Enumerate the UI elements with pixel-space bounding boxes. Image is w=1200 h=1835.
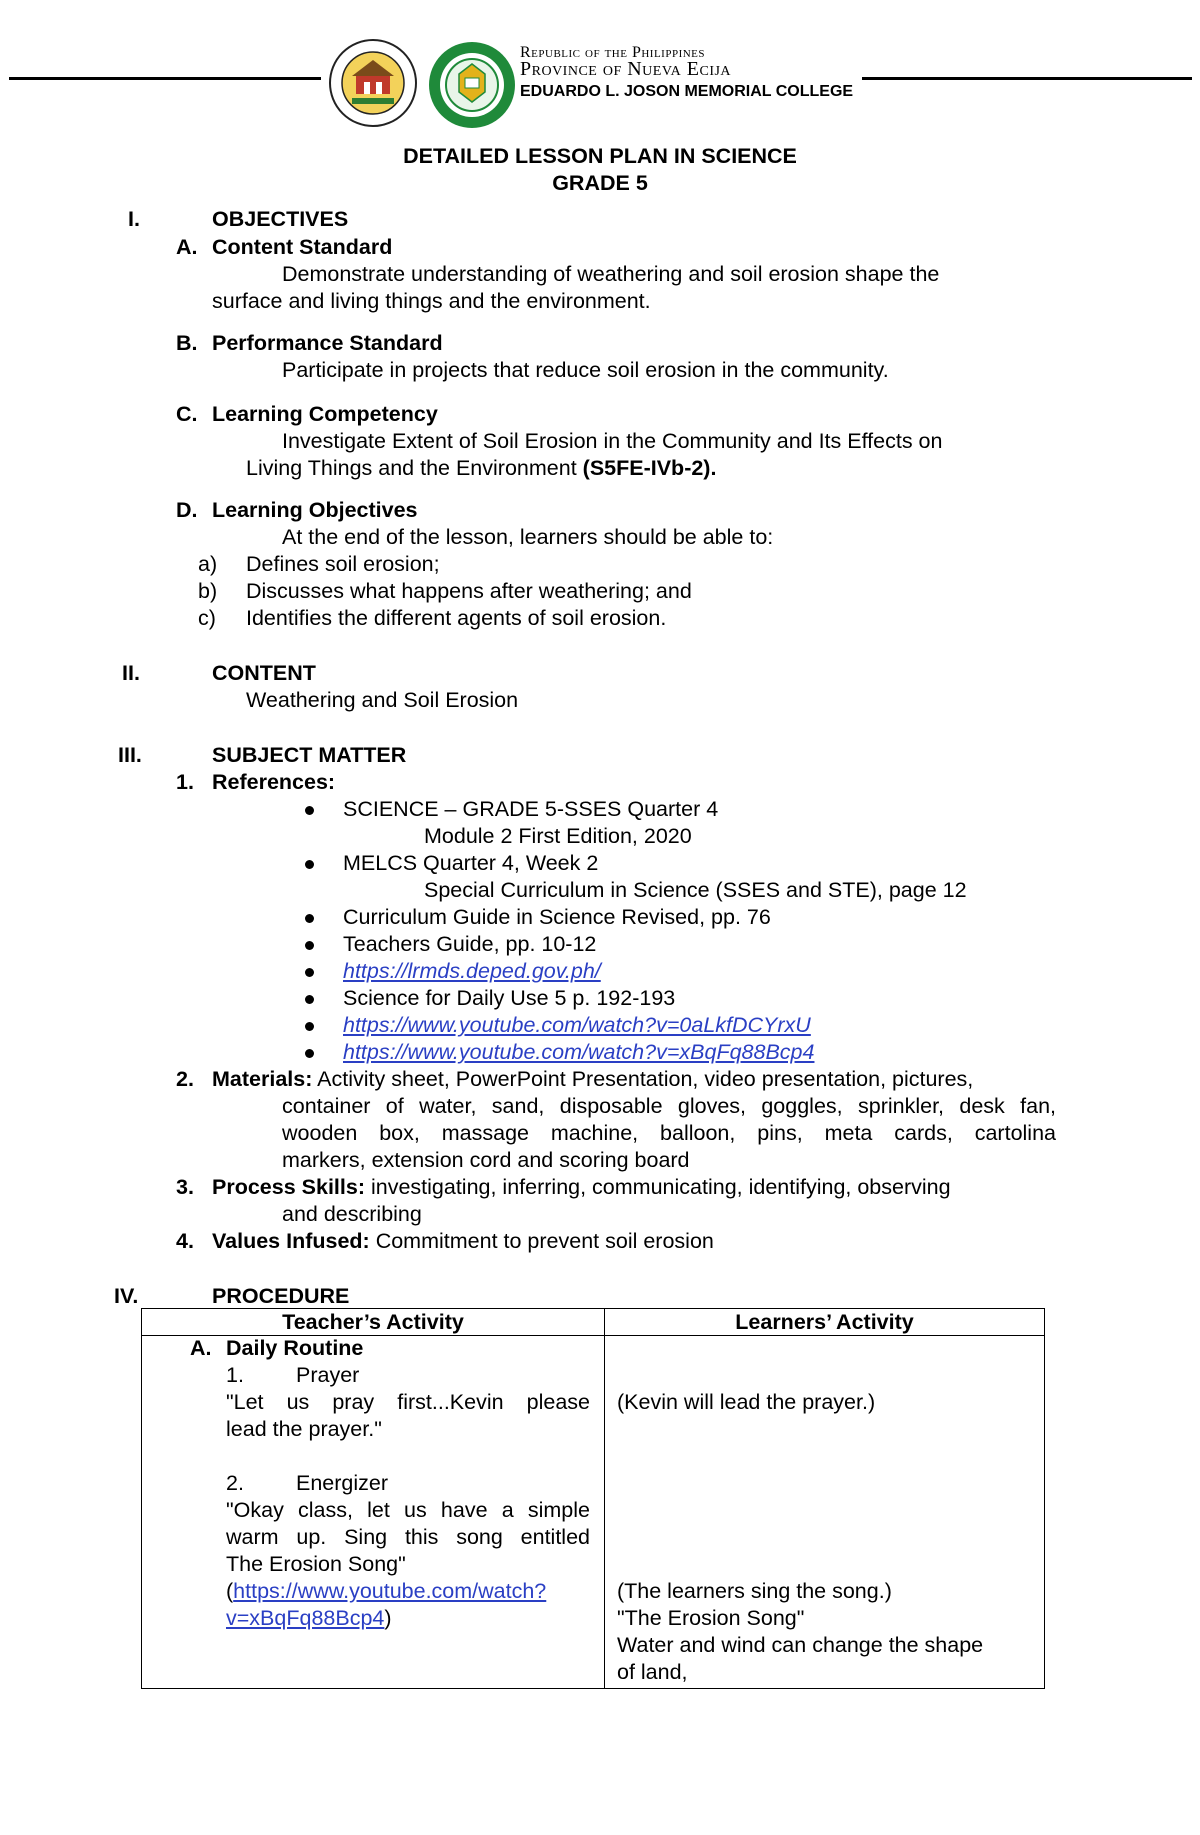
bullet-icon <box>305 860 314 869</box>
routine-letter: A. <box>190 1336 212 1360</box>
process-skills-text: investigating, inferring, communicating, identifying, observing <box>370 1175 951 1199</box>
learning-competency-text-2 <box>246 456 716 481</box>
reference-item: MELCS Quarter 4, Week 2 <box>343 851 599 875</box>
reference-item: Teachers Guide, pp. 10-12 <box>343 932 597 956</box>
routine-title: Daily Routine <box>226 1336 364 1360</box>
col-header-teacher: Teacher’s Activity <box>142 1309 605 1336</box>
learner-activity-cell <box>605 1336 1045 1689</box>
prayer-title: Prayer <box>296 1363 360 1387</box>
energizer-line-3: The Erosion Song" <box>226 1552 406 1576</box>
learning-objectives-intro: At the end of the lesson, learners should be able to: <box>282 525 774 549</box>
section-heading-content: CONTENT <box>212 661 316 685</box>
section-num-content: II. <box>122 661 140 685</box>
section-num-subject: III. <box>118 743 142 767</box>
header-college: EDUARDO L. JOSON MEMORIAL COLLEGE <box>520 83 854 100</box>
energizer-song-link[interactable]: https://www.youtube.com/watch? <box>233 1579 547 1603</box>
bullet-icon <box>305 968 314 977</box>
learner-song-response: (The learners sing the song.) <box>617 1579 892 1603</box>
reference-item: Curriculum Guide in Science Revised, pp. 76 <box>343 905 771 929</box>
values-num: 4. <box>176 1229 194 1253</box>
reference-item-continuation: Special Curriculum in Science (SSES and STE), page 12 <box>424 878 967 902</box>
competency-code: (S5FE-IVb-2). <box>582 456 717 480</box>
process-skills-num: 3. <box>176 1175 194 1199</box>
energizer-link-line-2 <box>226 1606 392 1631</box>
learner-prayer-response: (Kevin will lead the prayer.) <box>617 1390 876 1414</box>
table-header-row <box>142 1309 1045 1336</box>
prayer-line-2: lead the prayer." <box>226 1417 382 1441</box>
section-heading-objectives: OBJECTIVES <box>212 207 349 231</box>
energizer-num: 2. <box>226 1471 244 1495</box>
table-row <box>142 1336 1045 1689</box>
reference-item-continuation: Module 2 First Edition, 2020 <box>424 824 692 848</box>
energizer-line-2: warm up. Sing this song entitled <box>226 1525 590 1549</box>
col-header-learner: Learners’ Activity <box>605 1309 1045 1336</box>
content-standard-title: Content Standard <box>212 235 393 259</box>
materials-line-1 <box>212 1067 973 1092</box>
process-skills-line-2: and describing <box>282 1202 422 1226</box>
province-seal-logo <box>328 38 418 128</box>
reference-link-lrmds[interactable]: https://lrmds.deped.gov.ph/ <box>343 959 601 983</box>
objective-item-mark: b) <box>198 579 218 603</box>
prayer-line-1: "Let us pray first...Kevin please <box>226 1390 590 1414</box>
energizer-line-1: "Okay class, let us have a simple <box>226 1498 590 1522</box>
reference-link-youtube-1[interactable]: https://www.youtube.com/watch?v=0aLkfDCYrxU <box>343 1013 811 1037</box>
page-title: DETAILED LESSON PLAN IN SCIENCE <box>403 144 797 168</box>
open-paren: ( <box>226 1579 234 1603</box>
section-heading-subject: SUBJECT MATTER <box>212 743 407 767</box>
materials-line-4: markers, extension cord and scoring board <box>282 1148 690 1172</box>
college-seal-logo <box>427 40 517 130</box>
content-standard-text-1: Demonstrate understanding of weathering and soil erosion shape the <box>282 262 940 286</box>
bullet-icon <box>305 914 314 923</box>
header-republic: Republic of the Philippines <box>520 44 706 61</box>
content-standard-text-2: surface and living things and the environment. <box>212 289 651 313</box>
materials-line-2: container of water, sand, disposable gloves, goggles, sprinkler, desk fan, <box>282 1094 1056 1118</box>
reference-item: SCIENCE – GRADE 5-SSES Quarter 4 <box>343 797 719 821</box>
process-skills-title: Process Skills: <box>212 1175 365 1199</box>
reference-link-youtube-2[interactable]: https://www.youtube.com/watch?v=xBqFq88Bcp4 <box>343 1040 815 1064</box>
learning-competency-text-2-main: Living Things and the Environment <box>246 456 583 480</box>
objective-item-text: Identifies the different agents of soil erosion. <box>246 606 667 630</box>
prayer-num: 1. <box>226 1363 244 1387</box>
bullet-icon <box>305 806 314 815</box>
energizer-song-link-cont[interactable]: v=xBqFq88Bcp4 <box>226 1606 385 1630</box>
procedure-table <box>141 1308 1045 1689</box>
materials-title: Materials: <box>212 1067 313 1091</box>
materials-num: 2. <box>176 1067 194 1091</box>
section-num-objectives: I. <box>128 207 140 231</box>
process-skills-line-1 <box>212 1175 951 1200</box>
performance-standard-text: Participate in projects that reduce soil erosion in the community. <box>282 358 889 382</box>
header-rule-left <box>9 77 321 80</box>
objective-item-text: Discusses what happens after weathering; and <box>246 579 692 603</box>
section-num-procedure: IV. <box>114 1284 139 1308</box>
energizer-link-line-1 <box>226 1579 546 1604</box>
objective-item-mark: a) <box>198 552 218 576</box>
letter-b: B. <box>176 331 198 355</box>
materials-line-3: wooden box, massage machine, balloon, pins, meta cards, cartolina <box>282 1121 1056 1145</box>
bullet-icon <box>305 1049 314 1058</box>
header-rule-right <box>862 77 1192 80</box>
page-subtitle: GRADE 5 <box>552 171 648 195</box>
bullet-icon <box>305 995 314 1004</box>
values-line <box>212 1229 714 1254</box>
learning-objectives-title: Learning Objectives <box>212 498 418 522</box>
teacher-activity-cell <box>142 1336 605 1689</box>
bullet-icon <box>305 941 314 950</box>
learner-song-title: "The Erosion Song" <box>617 1606 805 1630</box>
learner-lyric-1: Water and wind can change the shape <box>617 1633 984 1657</box>
learning-competency-title: Learning Competency <box>212 402 438 426</box>
materials-text: Activity sheet, PowerPoint Presentation, video presentation, pictures, <box>317 1067 974 1091</box>
learner-lyric-2: of land, <box>617 1660 688 1684</box>
references-num: 1. <box>176 770 194 794</box>
close-paren: ) <box>384 1606 392 1630</box>
content-text: Weathering and Soil Erosion <box>246 688 519 712</box>
energizer-title: Energizer <box>296 1471 389 1495</box>
performance-standard-title: Performance Standard <box>212 331 443 355</box>
objective-item-mark: c) <box>198 606 216 630</box>
references-title: References: <box>212 770 336 794</box>
objective-item-text: Defines soil erosion; <box>246 552 440 576</box>
values-title: Values Infused: <box>212 1229 370 1253</box>
values-text: Commitment to prevent soil erosion <box>375 1229 714 1253</box>
learning-competency-text-1: Investigate Extent of Soil Erosion in the Community and Its Effects on <box>282 429 943 453</box>
letter-a: A. <box>176 235 198 259</box>
reference-item: Science for Daily Use 5 p. 192-193 <box>343 986 676 1010</box>
section-heading-procedure: PROCEDURE <box>212 1284 350 1308</box>
bullet-icon <box>305 1022 314 1031</box>
letter-c: C. <box>176 402 198 426</box>
header-province: Province of Nueva Ecija <box>520 58 732 80</box>
letter-d: D. <box>176 498 198 522</box>
